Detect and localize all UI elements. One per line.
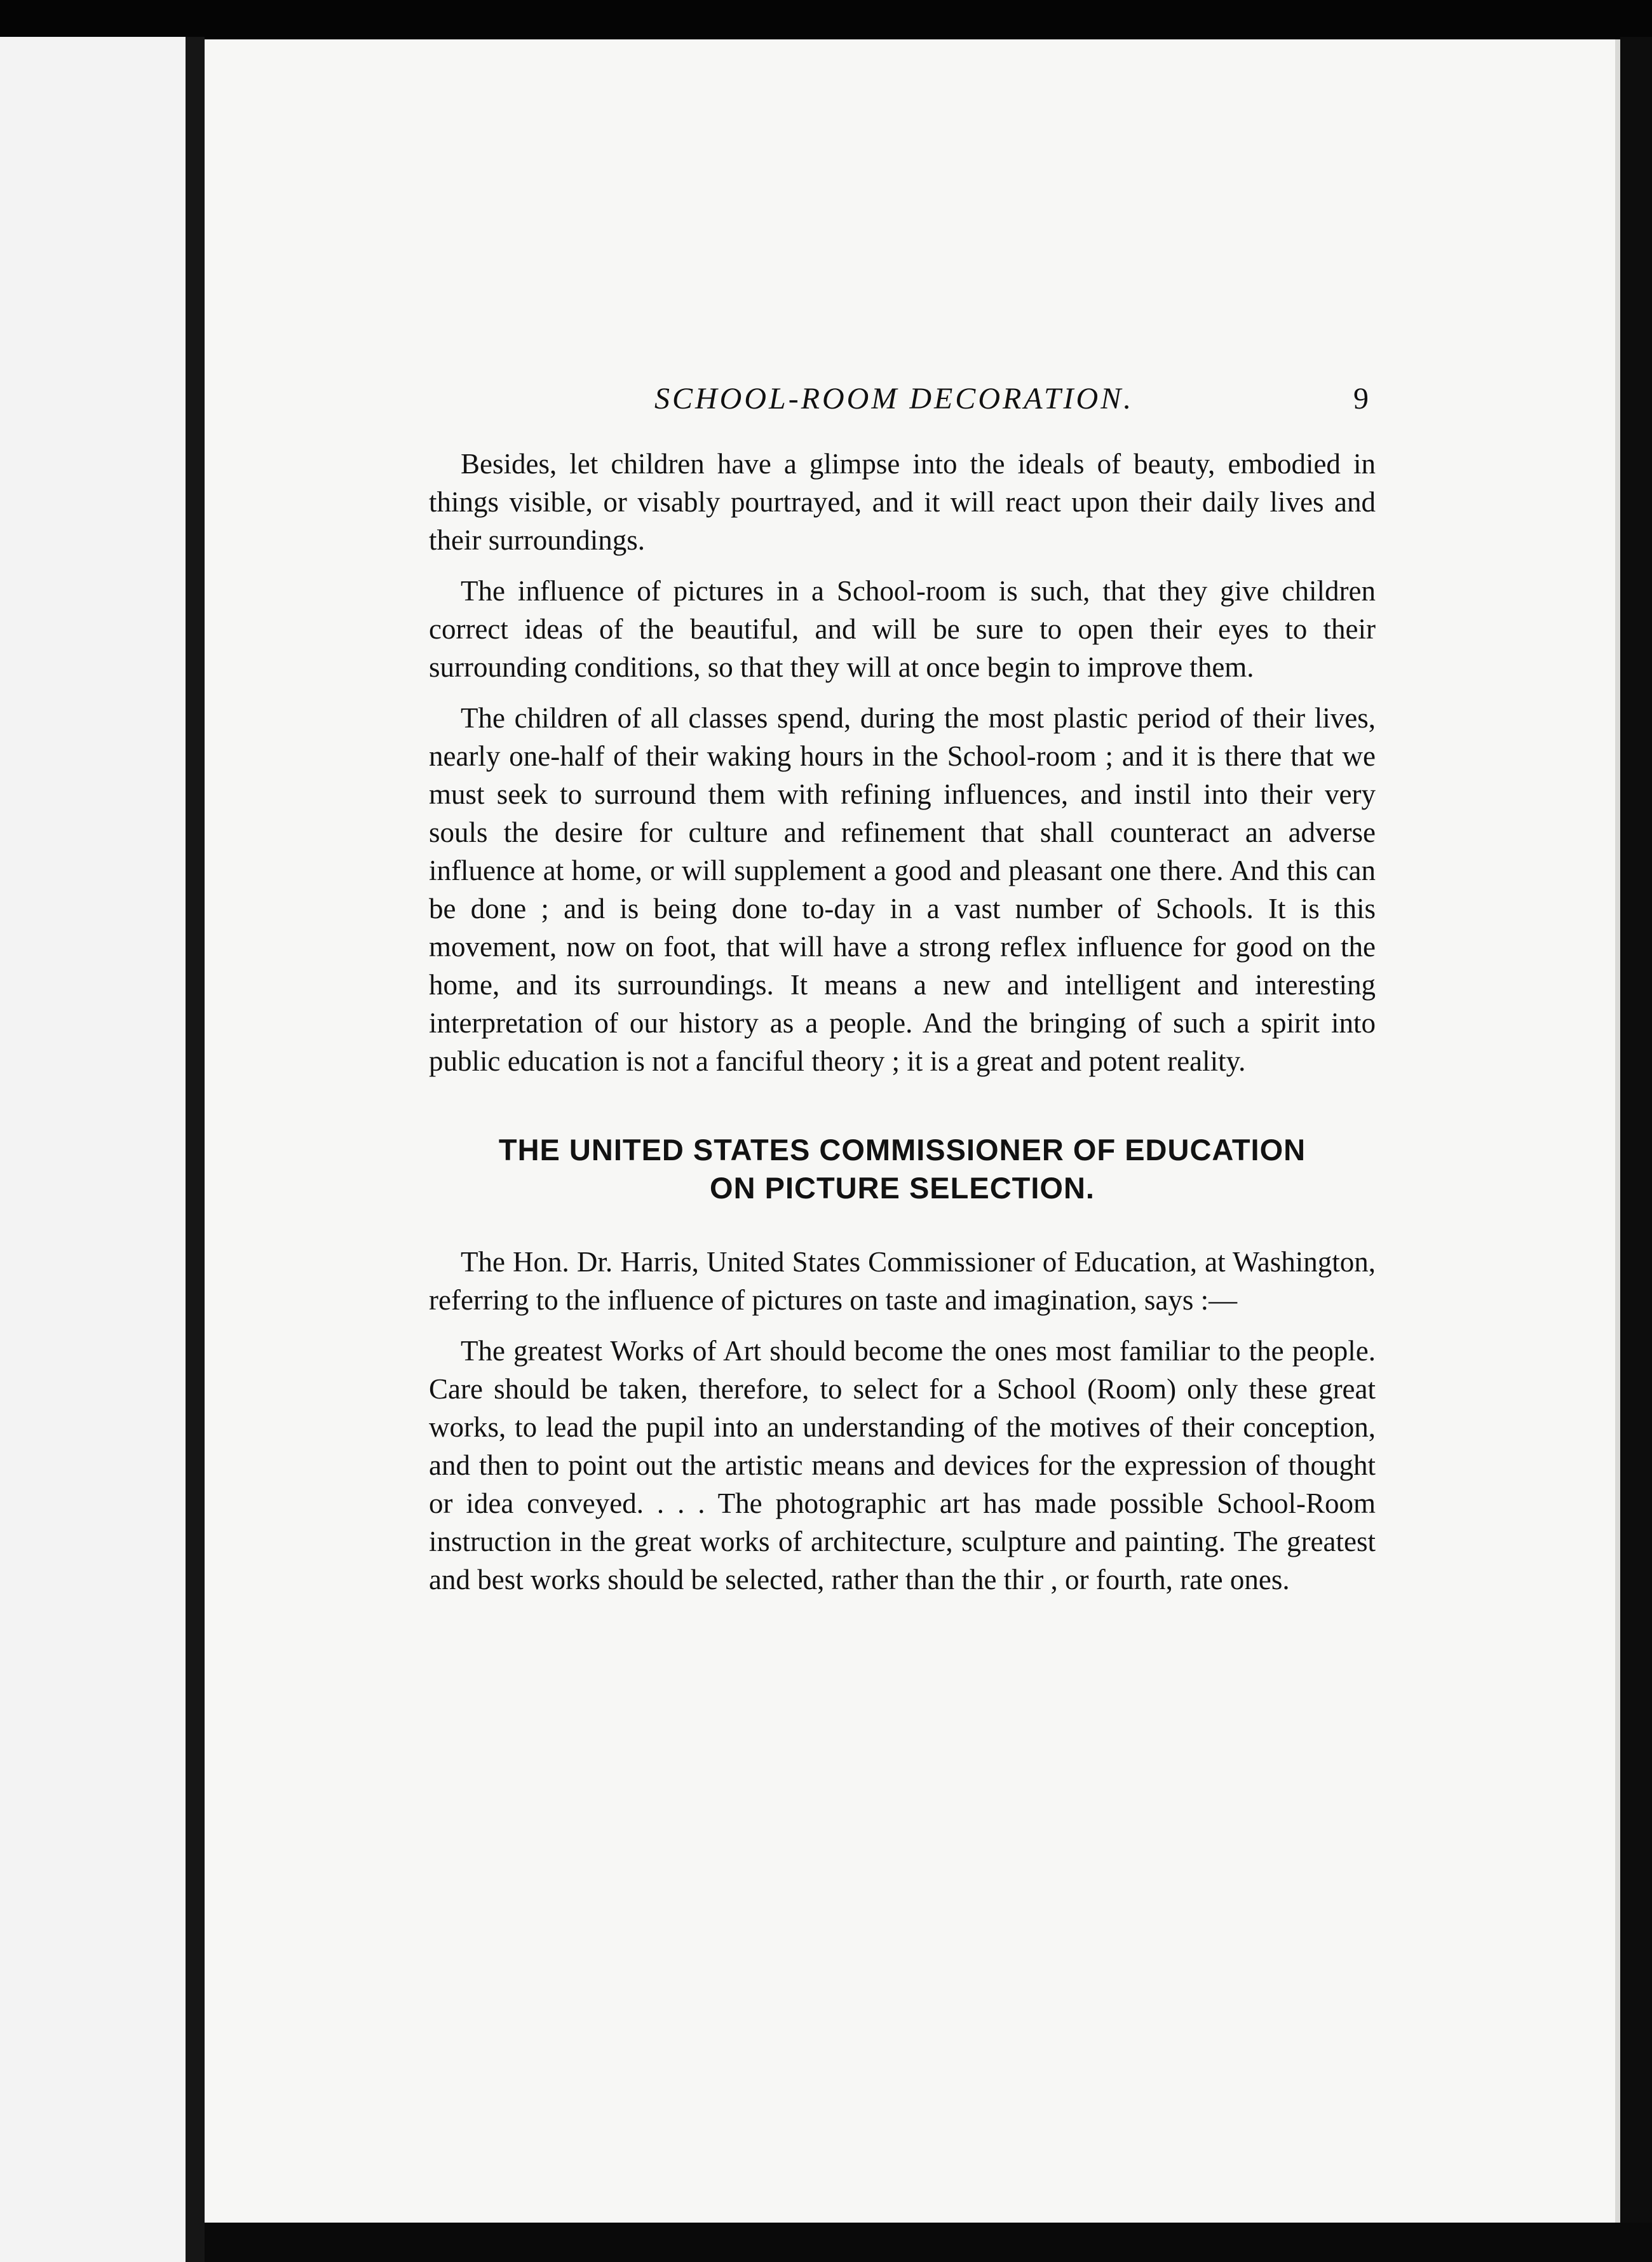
scan-right-border bbox=[1620, 37, 1652, 2262]
section-heading bbox=[429, 1131, 1376, 1207]
section-heading-line: ON PICTURE SELECTION. bbox=[710, 1171, 1095, 1205]
scan-bottom-border bbox=[205, 2223, 1652, 2262]
quotation-paragraph: The greatest Works of Art should become the ones most familiar to the people. Care should be taken, therefore, to select for a School (Room) only these great works, to lead the pupil into an understanding of the motives of their conception, and then to point out the artistic means and devices for the expression of thought or idea conveyed. . . . The photographic art has made possible School-Room instruction in the great works of architecture, sculpture and painting. The greatest and best works should be selected, rather than the thir , or fourth, rate ones. bbox=[429, 1335, 1376, 1595]
running-head: SCHOOL-ROOM DECORATION. bbox=[654, 382, 1134, 416]
book-gutter bbox=[186, 37, 205, 2262]
page-number: 9 bbox=[1353, 382, 1369, 416]
paragraph: The Hon. Dr. Harris, United States Commissioner of Education, at Washington, referring to the influence of pictures on taste and imagination, says :— bbox=[429, 1246, 1376, 1316]
section-heading-line: THE UNITED STATES COMMISSIONER OF EDUCATION bbox=[498, 1133, 1306, 1167]
scan-top-border bbox=[0, 0, 1652, 39]
paragraph: The children of all classes spend, during the most plastic period of their lives, nearly one-half of their waking hours in the School-room ; and it is there that we must seek to surround them with refining influences, and instil into their very souls the desire for culture and refinement that shall counteract an adverse influence at home, or will supplement a good and pleasant one there. And this can be done ; and is being done to-day in a vast number of Schools. It is this movement, now on foot, that will have a strong reflex influence for good on the home, and its surroundings. It means a new and intelligent and interesting interpretation of our history as a people. And the bringing of such a spirit into public education is not a fanciful theory ; it is a great and potent reality. bbox=[429, 702, 1376, 1077]
page-body bbox=[429, 445, 1376, 1611]
paragraph: The influence of pictures in a School-room is such, that they give children correct ideas of the beautiful, and will be sure to open their eyes to their surrounding conditions, so that they will at once begin to improve them. bbox=[429, 575, 1376, 683]
left-facing-page bbox=[0, 37, 189, 2262]
paragraph: Besides, let children have a glimpse into the ideals of beauty, embodied in things visible, or visably pourtrayed, and it will react upon their daily lives and their surroundings. bbox=[429, 448, 1376, 556]
